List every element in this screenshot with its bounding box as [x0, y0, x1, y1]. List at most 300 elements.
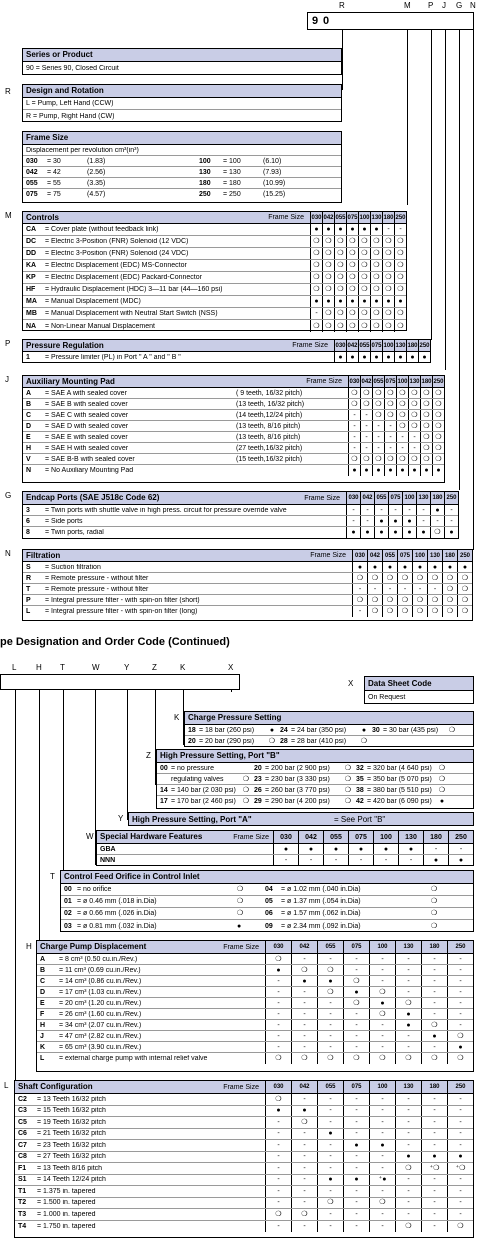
section-header	[15, 1081, 473, 1094]
table-row	[15, 1152, 473, 1164]
frame-row	[23, 189, 341, 200]
row-mark: -	[421, 1129, 447, 1140]
series-title: Series or Product	[23, 49, 341, 62]
row-code: 17	[160, 798, 168, 805]
row-code: NNN	[100, 857, 116, 864]
row-mark: ❍	[237, 886, 244, 893]
row-mark: -	[384, 443, 396, 453]
row-mark: ❍	[360, 454, 372, 464]
size-col-header: 100	[358, 212, 370, 223]
row-code: 8	[26, 529, 30, 536]
row-mark: -	[447, 987, 473, 997]
row-code: T3	[18, 1210, 27, 1218]
row-mark: -	[343, 1186, 369, 1197]
size-col-header: 055	[334, 212, 346, 223]
row-mark: ❍	[268, 738, 276, 745]
row-mark: -	[265, 1117, 291, 1128]
row-mark: ●	[395, 1009, 421, 1019]
row-mark: ❍	[367, 573, 382, 583]
row-label: = 170 bar (2 460 psi)	[171, 798, 236, 805]
row-label: = Non-Linear Manual Displacement	[45, 322, 155, 330]
section-header	[23, 550, 472, 562]
row-code: 00	[160, 764, 168, 772]
row-mark: ❍	[432, 410, 444, 420]
row-mark: ❍	[384, 388, 396, 398]
size-col-header: 130	[398, 831, 423, 843]
section-title: Pressure Regulation	[26, 340, 104, 350]
row-mark: -	[421, 987, 447, 997]
code-letter-T: T	[60, 663, 65, 672]
frame-code: 055	[26, 179, 38, 187]
row-mark: ❍	[442, 606, 457, 617]
row-mark: ❍	[457, 595, 472, 605]
table-row	[37, 998, 473, 1009]
row-mark: ❍	[372, 454, 384, 464]
row-mark: -	[447, 965, 473, 975]
row-label: regulating valves	[171, 775, 224, 783]
size-col-header: 100	[369, 1081, 395, 1093]
row-label: = 13 Teeth 8/16 pitch	[37, 1164, 103, 1172]
row-mark: ❍	[265, 1053, 291, 1064]
table-row	[23, 224, 406, 236]
row-mark: -	[369, 965, 395, 975]
row-label: = SAE D with sealed cover	[45, 422, 129, 430]
row-mark: -	[447, 1106, 473, 1117]
row-label: = 380 bar (5 510 psi)	[367, 786, 432, 794]
row-mark: -	[395, 1209, 421, 1220]
size-col-header: 250	[394, 212, 406, 223]
table-row	[61, 884, 473, 896]
frame-section	[22, 131, 342, 203]
section-letter-Z: Z	[146, 751, 151, 760]
section-letter-X: X	[348, 679, 354, 688]
series-row: 90 = Series 90, Closed Circuit	[26, 64, 119, 72]
row-mark: ❍	[352, 595, 367, 605]
row-label: = Electric 3-Position (FNR) Solenoid (24 VDC)	[45, 250, 189, 257]
row-mark: ❍	[334, 284, 346, 295]
row-mark: ❍	[348, 399, 360, 409]
row-code: B	[26, 400, 32, 408]
row-mark: -	[382, 224, 394, 235]
row-mark: -	[421, 1175, 447, 1186]
row-label: = no pressure	[171, 764, 214, 772]
table-row	[15, 1221, 473, 1233]
row-mark: ●	[432, 465, 444, 476]
row-mark: ●	[423, 855, 448, 866]
row-mark: -	[352, 606, 367, 617]
row-mark: ❍	[431, 886, 438, 893]
row-mark: ●	[396, 465, 408, 476]
row-mark: -	[291, 954, 317, 964]
section-letter-J: J	[5, 375, 9, 384]
size-col-header: 180	[421, 1081, 447, 1093]
row-mark: ❍	[291, 1053, 317, 1064]
table-row	[37, 987, 473, 998]
row-mark: ❍	[352, 573, 367, 583]
size-col-header: 180	[382, 212, 394, 223]
design-title: Design and Rotation	[23, 85, 341, 98]
row-mark: ❍	[334, 320, 346, 332]
size-col-header: 075	[388, 492, 402, 504]
row-mark: -	[343, 1031, 369, 1041]
row-label: = 14 Teeth 12/24 pitch	[37, 1176, 106, 1184]
row-mark: -	[412, 584, 427, 594]
section-title: High Pressure Setting, Port "B"	[157, 750, 473, 763]
row-mark: ●	[427, 562, 442, 572]
row-mark: -	[447, 998, 473, 1008]
row-mark: ❍	[369, 987, 395, 997]
size-col-header: 250	[448, 831, 473, 843]
row-mark: ●	[457, 562, 472, 572]
row-mark: ●	[370, 352, 382, 363]
table-row	[23, 584, 472, 595]
row-code: 18	[188, 726, 196, 734]
row-mark: ❍	[370, 320, 382, 332]
row-mark: -	[373, 855, 398, 866]
row-mark: -	[395, 1117, 421, 1128]
row-mark: -	[395, 1129, 421, 1140]
size-col-header: 042	[360, 376, 372, 387]
row-mark: ●	[416, 527, 430, 538]
size-col-header: 030	[346, 492, 360, 504]
row-mark: -	[346, 516, 360, 526]
table-row	[23, 260, 406, 272]
row-mark: -	[395, 1031, 421, 1041]
row-mark: ❍	[397, 606, 412, 617]
row-mark: -	[317, 998, 343, 1008]
row-code: E	[40, 999, 45, 1007]
row-label: = 20 bar (290 psi)	[199, 738, 255, 745]
table-row	[185, 736, 473, 747]
row-mark: ⁺❍	[421, 1163, 447, 1174]
row-mark: -	[448, 844, 473, 854]
row-mark: -	[360, 432, 372, 442]
row-mark: ❍	[360, 738, 368, 745]
row-mark: ❍	[334, 260, 346, 271]
row-mark: -	[317, 954, 343, 964]
row-mark: ❍	[360, 399, 372, 409]
row-label: = Pressure limiter (PL) in Port " A " and " B "	[45, 354, 181, 361]
special-hardware-section	[96, 830, 474, 866]
row-mark: -	[421, 976, 447, 986]
row-label: = external charge pump with internal relief valve	[59, 1055, 208, 1062]
row-code: 02	[64, 910, 72, 917]
table-row	[15, 1186, 473, 1198]
row-code: 38	[356, 786, 364, 794]
row-mark: ❍	[343, 1053, 369, 1064]
size-col-header: 030	[348, 376, 360, 387]
table-row	[23, 432, 444, 443]
row-mark: ❍	[242, 798, 250, 805]
row-label: = Integral pressure filter - with spin-on filter (short)	[45, 596, 200, 604]
row-code: H	[26, 444, 32, 452]
frame-inch: (7.93)	[263, 168, 282, 176]
row-code: K	[40, 1043, 46, 1051]
code-letter-Z: Z	[152, 663, 157, 672]
row-mark: ●	[346, 352, 358, 363]
row-mark: ●	[402, 516, 416, 526]
table-row	[23, 399, 444, 410]
row-mark: ●	[447, 1042, 473, 1052]
row-mark: ●	[310, 296, 322, 307]
table-row	[23, 410, 444, 421]
endcap-section	[22, 491, 459, 539]
row-code: S1	[18, 1176, 27, 1184]
frame-code: 075	[26, 191, 38, 198]
row-mark: ❍	[408, 399, 420, 409]
table-row	[37, 976, 473, 987]
row-mark: ❍	[447, 1053, 473, 1064]
row-mark: -	[447, 1198, 473, 1209]
size-col-header: 180	[421, 941, 447, 953]
size-col-header: 250	[447, 1081, 473, 1093]
row-mark: -	[291, 987, 317, 997]
row-mark: ❍	[317, 965, 343, 975]
row-mark: ●	[394, 296, 406, 307]
row-mark: -	[317, 1152, 343, 1163]
table-row	[23, 421, 444, 432]
row-mark: -	[416, 505, 430, 515]
section-header	[37, 941, 473, 954]
row-mark: -	[343, 1152, 369, 1163]
size-col-header: 250	[457, 550, 472, 561]
design-section	[22, 84, 342, 122]
table-row	[37, 1042, 473, 1053]
row-mark: ❍	[431, 922, 438, 930]
row-mark: ●	[374, 527, 388, 538]
table-row	[157, 785, 473, 796]
row-mark: ❍	[457, 606, 472, 617]
row-code: 3	[26, 506, 30, 514]
row-mark: ❍	[384, 410, 396, 420]
row-mark: -	[395, 987, 421, 997]
row-mark: ❍	[346, 236, 358, 247]
frame-code: 250	[199, 191, 211, 198]
row-code: 20	[188, 738, 196, 745]
frame-value: = 55	[47, 179, 61, 187]
controls-section	[22, 211, 407, 331]
row-mark: -	[317, 1094, 343, 1105]
table-row	[23, 320, 406, 332]
row-code: MB	[26, 310, 37, 317]
row-mark: -	[343, 1163, 369, 1174]
section-title: Shaft Configuration	[18, 1082, 93, 1091]
row-mark: -	[369, 1163, 395, 1174]
row-mark: ❍	[457, 573, 472, 583]
row-mark: -	[395, 976, 421, 986]
row-mark: -	[395, 1198, 421, 1209]
row-code: T	[26, 585, 31, 593]
row-label: = 420 bar (6 090 psi)	[367, 798, 432, 805]
hp-port-a-title: High Pressure Setting, Port "A"	[132, 815, 252, 824]
row-code: C7	[18, 1141, 27, 1149]
row-mark: ●	[323, 844, 348, 854]
row-mark: ❍	[447, 1221, 473, 1233]
row-mark: -	[317, 1117, 343, 1128]
size-col-header: 100	[373, 831, 398, 843]
table-row	[23, 388, 444, 399]
row-mark: -	[416, 516, 430, 526]
row-label: = 15 Teeth 16/32 pitch	[37, 1107, 106, 1115]
row-mark: -	[291, 1175, 317, 1186]
row-mark: ❍	[382, 284, 394, 295]
row-mark: ❍	[369, 1198, 395, 1209]
row-code: DC	[26, 238, 37, 245]
row-code: J	[40, 1032, 44, 1040]
table-row	[23, 606, 472, 617]
row-mark: ❍	[412, 573, 427, 583]
row-mark: -	[421, 965, 447, 975]
row-mark: ❍	[408, 388, 420, 398]
row-mark: ❍	[382, 308, 394, 319]
charge-pump-section	[36, 940, 474, 1072]
row-code: D	[40, 988, 46, 996]
row-mark: ●	[291, 976, 317, 986]
row-mark: ❍	[358, 236, 370, 247]
row-mark: -	[395, 1140, 421, 1151]
size-col-header: 030	[273, 831, 298, 843]
row-mark: -	[348, 421, 360, 431]
row-mark: -	[291, 1020, 317, 1030]
row-mark: ❍	[420, 399, 432, 409]
order-code-box	[307, 12, 474, 30]
row-mark: -	[421, 1221, 447, 1233]
row-mark: ●	[394, 352, 406, 363]
row-label: = 320 bar (4 640 psi)	[367, 764, 432, 772]
row-label: = Suction filtration	[45, 563, 101, 571]
row-mark: ❍	[310, 236, 322, 247]
size-col-header: 030	[310, 212, 322, 223]
row-mark: ●	[370, 296, 382, 307]
row-label: = 20 cm³ (1.20 cu.in./Rev.)	[59, 999, 142, 1007]
row-mark: ●	[343, 1140, 369, 1151]
row-code: MA	[26, 298, 37, 305]
row-mark: -	[265, 1129, 291, 1140]
size-col-header: 075	[343, 941, 369, 953]
row-mark: ●	[397, 562, 412, 572]
row-mark: -	[395, 1175, 421, 1186]
section-header	[23, 492, 458, 505]
row-mark: ●	[372, 465, 384, 476]
row-mark: -	[317, 1209, 343, 1220]
row-mark: -	[291, 1094, 317, 1105]
row-mark: ❍	[360, 388, 372, 398]
row-mark: -	[369, 1152, 395, 1163]
row-mark: ●	[373, 844, 398, 854]
row-mark: ❍	[432, 443, 444, 453]
row-mark: ●	[369, 1140, 395, 1151]
row-mark: -	[421, 1198, 447, 1209]
row-mark: ❍	[395, 1221, 421, 1233]
row-label: = 28 bar (410 psi)	[291, 738, 347, 745]
row-label: = 230 bar (3 330 psi)	[265, 775, 330, 783]
row-mark: ●	[310, 224, 322, 235]
row-mark: ❍	[317, 1053, 343, 1064]
row-mark: ❍	[242, 786, 250, 794]
table-row	[23, 573, 472, 584]
row-mark: ❍	[358, 308, 370, 319]
row-mark: ●	[265, 965, 291, 975]
row-mark: ❍	[334, 272, 346, 283]
row-mark: -	[265, 1031, 291, 1041]
row-label: = 30 bar (435 psi)	[383, 726, 439, 734]
row-mark: ❍	[420, 454, 432, 464]
section-header	[97, 831, 473, 844]
size-col-header: 100	[402, 492, 416, 504]
row-mark: -	[291, 1042, 317, 1052]
row-extra: (13 teeth, 8/16 pitch)	[236, 433, 301, 441]
code-digit-9: 9	[312, 15, 319, 27]
row-code: 32	[356, 764, 364, 772]
row-mark: ❍	[370, 260, 382, 271]
row-mark: -	[395, 1042, 421, 1052]
row-mark: ❍	[370, 308, 382, 319]
hp-port-a-section	[128, 812, 474, 826]
row-mark: -	[360, 516, 374, 526]
row-code: KA	[26, 262, 37, 269]
row-mark: ●	[346, 527, 360, 538]
section-letter-R: R	[5, 87, 11, 96]
row-label: = Electric 3-Position (FNR) Solenoid (12 VDC)	[45, 238, 189, 245]
row-mark: -	[372, 432, 384, 442]
row-mark: ●	[343, 1175, 369, 1186]
table-row	[23, 516, 458, 527]
design-row-R: R = Pump, Right Hand (CW)	[26, 112, 115, 120]
row-code: R	[26, 574, 32, 582]
row-label: = ø 1.37 mm (.054 in.Dia)	[281, 898, 361, 905]
section-letter-K: K	[174, 713, 180, 722]
row-mark: ❍	[438, 764, 446, 772]
row-mark: ❍	[442, 573, 457, 583]
size-col-header: 075	[370, 340, 382, 351]
row-mark: ●	[317, 1175, 343, 1186]
row-mark: ●	[346, 224, 358, 235]
row-mark: -	[317, 1221, 343, 1233]
section-title: Auxiliary Mounting Pad	[26, 376, 115, 386]
row-mark: ❍	[420, 421, 432, 431]
row-mark: ●	[430, 505, 444, 515]
row-code: T2	[18, 1199, 27, 1207]
row-label: = 17 cm³ (1.03 cu.in./Rev.)	[59, 988, 142, 996]
row-extra: ( 9 teeth, 16/32 pitch)	[236, 389, 303, 397]
row-mark: -	[444, 516, 458, 526]
row-mark: -	[343, 1009, 369, 1019]
section-title: Filtration	[26, 550, 61, 560]
row-code: 09	[265, 922, 273, 930]
row-mark: ❍	[310, 320, 322, 332]
row-mark: ❍	[394, 260, 406, 271]
row-mark: -	[310, 308, 322, 319]
section-header	[23, 212, 406, 224]
row-mark: -	[396, 432, 408, 442]
row-mark: ❍	[370, 236, 382, 247]
row-mark: -	[402, 505, 416, 515]
row-mark: -	[421, 1106, 447, 1117]
row-mark: ❍	[438, 786, 446, 794]
row-mark: ●	[388, 516, 402, 526]
row-mark: ❍	[420, 388, 432, 398]
frame-row	[23, 178, 341, 189]
row-mark: -	[343, 1106, 369, 1117]
row-mark: -	[447, 1209, 473, 1220]
row-code: C6	[18, 1130, 27, 1138]
code-letter-K: K	[180, 663, 186, 672]
row-mark: ❍	[322, 236, 334, 247]
row-mark: -	[360, 443, 372, 453]
row-extra: (27 teeth,16/32 pitch)	[236, 444, 303, 452]
size-col-header: 075	[343, 1081, 369, 1093]
row-mark: ❍	[344, 786, 352, 794]
